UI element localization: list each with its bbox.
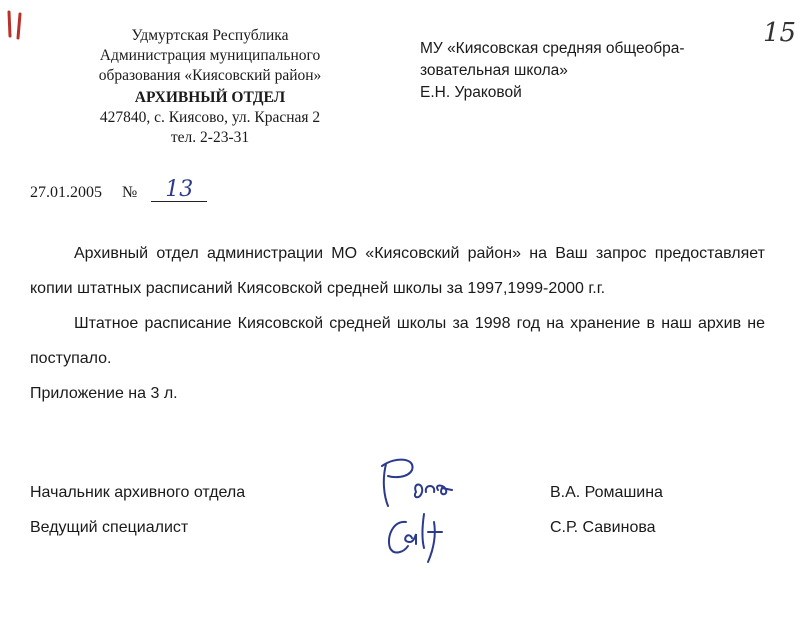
attachment-note: Приложение на 3 л. <box>30 385 178 402</box>
signatory-name-2: С.Р. Савинова <box>550 519 656 536</box>
sender-address: 427840, с. Киясово, ул. Красная 2 <box>99 109 321 126</box>
signatory-title-2: Ведущий специалист <box>30 519 189 536</box>
sender-republic: Удмуртская Республика <box>131 27 289 44</box>
document-date: 27.01.2005 <box>30 184 102 201</box>
recipient-org-line2: зовательная школа» <box>420 62 568 79</box>
sender-phone: тел. 2-23-31 <box>170 129 250 146</box>
sender-department: АРХИВНЫЙ ОТДЕЛ <box>134 89 286 106</box>
signatory-name-1: В.А. Ромашина <box>550 484 663 501</box>
signature-1-icon <box>372 452 472 510</box>
document-number: 13 <box>165 177 194 202</box>
body-paragraph-1: Архивный отдел администрации МО «Киясовский район» на Ваш запрос предоставляет копии штатных расписаний Киясовской средней школы за 1997,1999-2000 г.г. <box>30 245 765 297</box>
signature-2-icon <box>376 508 466 568</box>
sender-municipality: образования «Киясовский район» <box>98 67 322 84</box>
recipient-person: Е.Н. Ураковой <box>420 84 522 101</box>
letter-body <box>30 236 765 411</box>
number-label: № <box>122 184 138 201</box>
sender-administration: Администрация муниципального <box>99 47 321 64</box>
sender-block <box>70 26 350 148</box>
margin-mark-icon <box>4 6 34 42</box>
recipient-block <box>420 38 740 104</box>
body-paragraph-2: Штатное расписание Киясовской средней школы за 1998 год на хранение в наш архив не поступало. <box>30 315 765 367</box>
recipient-org-line1: МУ «Киясовская средняя общеобра- <box>420 40 685 57</box>
signatory-title-1: Начальник архивного отдела <box>30 484 246 501</box>
number-field <box>151 177 207 202</box>
date-number-line <box>30 177 207 202</box>
page-number: 15 <box>763 18 797 48</box>
